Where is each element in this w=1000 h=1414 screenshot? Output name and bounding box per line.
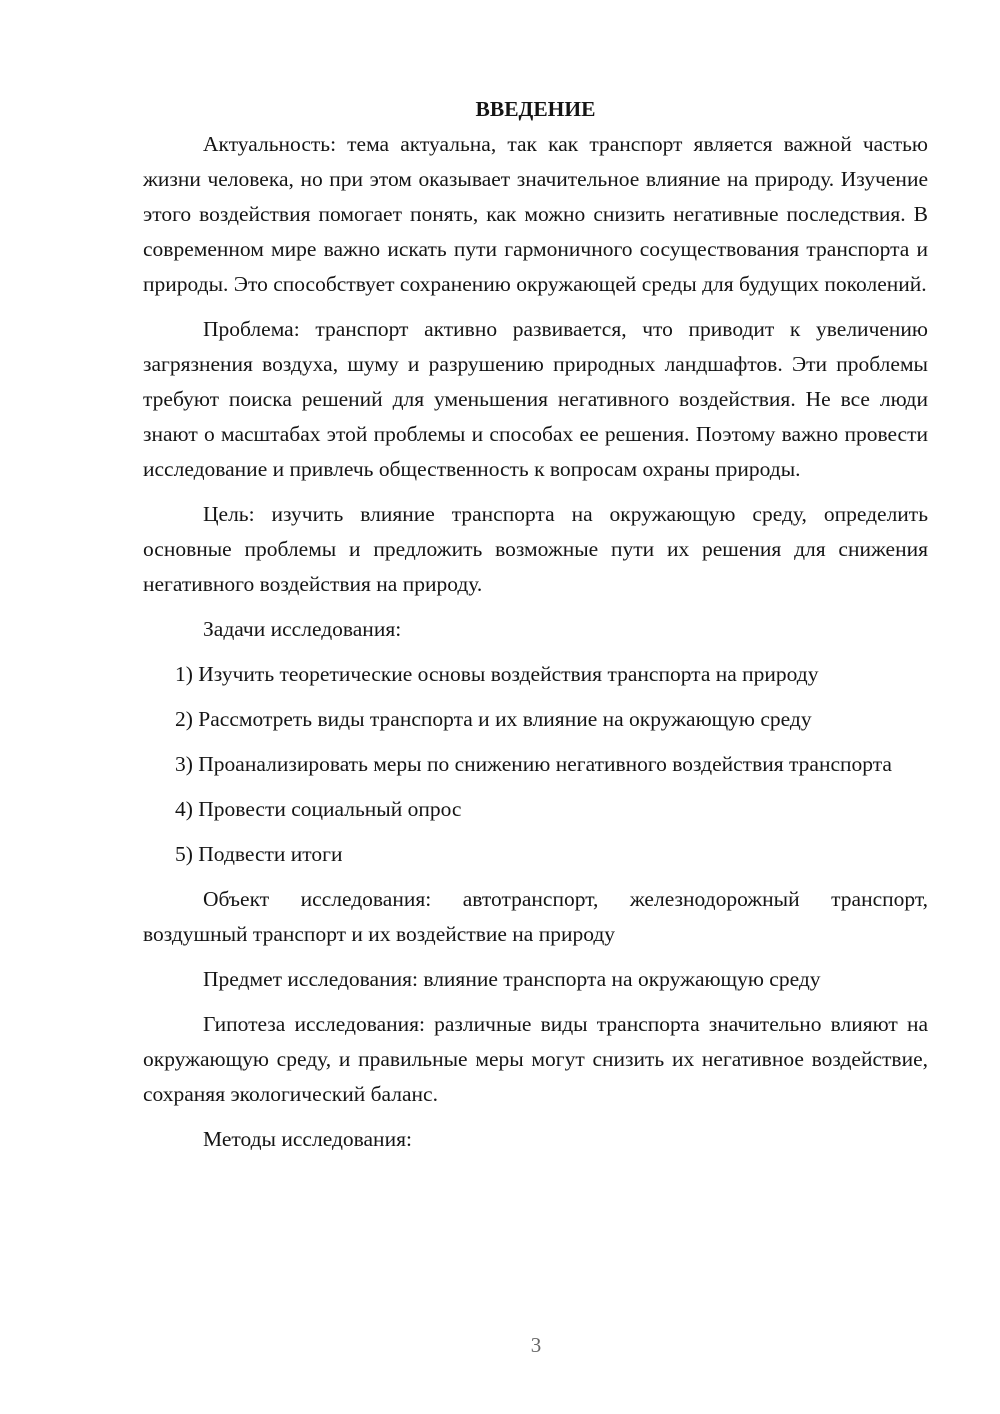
relevance-paragraph: Актуальность: тема актуальна, так как транспорт является важной частью жизни человека, но при этом оказывает значительное влияние на природу. Изучение этого воздействия помогает понять, как можно снизить негативные последствия. В современном мире важно искать пути гармоничного сосуществования транспорта и природы. Это способствует сохранению окружающей среды для будущих поколений. bbox=[143, 132, 928, 296]
methods-title: Методы исследования: bbox=[203, 1127, 412, 1151]
page-content bbox=[143, 92, 928, 1167]
tasks-title: Задачи исследования: bbox=[203, 617, 402, 641]
task-item-4: 4) Провести социальный опрос bbox=[175, 797, 462, 821]
problem-paragraph: Проблема: транспорт активно развивается, что приводит к увеличению загрязнения воздуха, шуму и разрушению природных ландшафтов. Эти проблемы требуют поиска решений для уменьшения негативного воздействия. Не все люди знают о масштабах этой проблемы и способах ее решения. Поэтому важно провести исследование и привлечь общественность к вопросам охраны природы. bbox=[143, 317, 928, 481]
task-item-3: 3) Проанализировать меры по снижению негативного воздействия транспорта bbox=[175, 752, 892, 776]
goal-paragraph: Цель: изучить влияние транспорта на окружающую среду, определить основные проблемы и предложить возможные пути их решения для снижения негативного воздействия на природу. bbox=[143, 502, 928, 596]
hypothesis-paragraph: Гипотеза исследования: различные виды транспорта значительно влияют на окружающую среду, и правильные меры могут снизить их негативное воздействие, сохраняя экологический баланс. bbox=[143, 1012, 928, 1106]
task-item-2: 2) Рассмотреть виды транспорта и их влияние на окружающую среду bbox=[175, 707, 812, 731]
subject-paragraph: Предмет исследования: влияние транспорта на окружающую среду bbox=[203, 967, 821, 991]
task-item-5: 5) Подвести итоги bbox=[175, 842, 343, 866]
task-item-1: 1) Изучить теоретические основы воздействия транспорта на природу bbox=[175, 662, 819, 686]
page-number: 3 bbox=[530, 1333, 542, 1357]
object-paragraph: Объект исследования: автотранспорт, железнодорожный транспорт, воздушный транспорт и их воздействие на природу bbox=[143, 887, 928, 946]
section-heading: ВВЕДЕНИЕ bbox=[475, 97, 596, 121]
